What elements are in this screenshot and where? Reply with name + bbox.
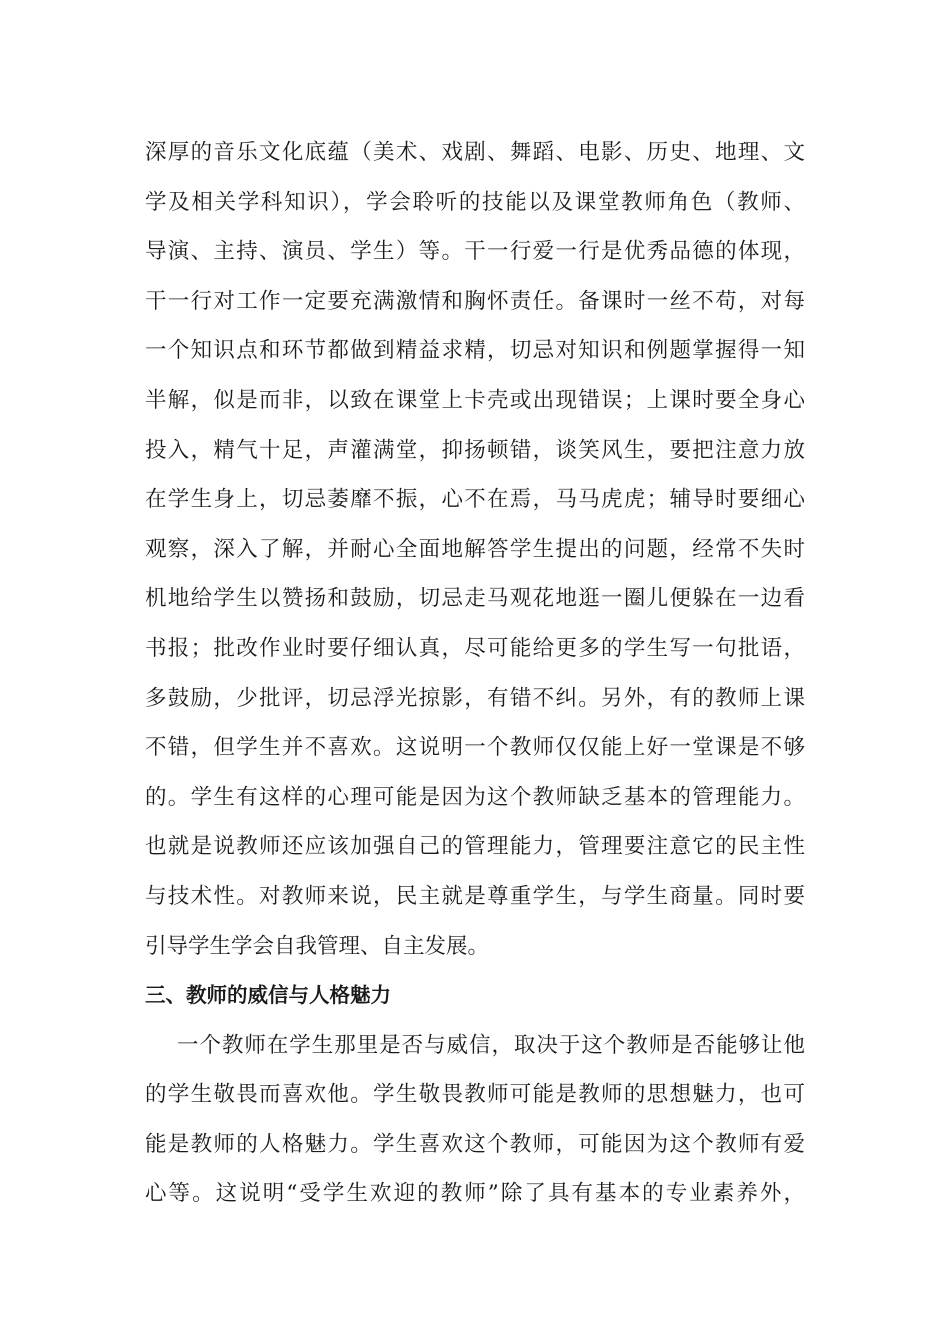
text-line: 半解，似是而非，以致在课堂上卡壳或出现错误；上课时要全身心 bbox=[145, 387, 805, 413]
text-line: 干一行对工作一定要充满激情和胸怀责任。备课时一丝不苟，对每 bbox=[145, 288, 805, 314]
text-line: 书报；批改作业时要仔细认真，尽可能给更多的学生写一句批语， bbox=[145, 635, 805, 661]
text-line: 不错，但学生并不喜欢。这说明一个教师仅仅能上好一堂课是不够 bbox=[145, 735, 805, 761]
paragraph-teacher-prestige bbox=[145, 1021, 805, 1219]
text-line: 深厚的音乐文化底蕴（美术、戏剧、舞蹈、电影、历史、地理、文 bbox=[145, 140, 805, 165]
section-heading: 三、教师的威信与人格魅力 bbox=[145, 983, 391, 1008]
text-line: 学及相关学科知识），学会聆听的技能以及课堂教师角色（教师、 bbox=[145, 189, 805, 215]
text-line: 一个教师在学生那里是否与威信，取决于这个教师是否能够让他 bbox=[177, 1032, 805, 1058]
text-line: 多鼓励，少批评，切忌浮光掠影，有错不纠。另外，有的教师上课 bbox=[145, 685, 805, 711]
text-line: 机地给学生以赞扬和鼓励，切忌走马观花地逛一圈儿便躲在一边看 bbox=[145, 586, 805, 612]
text-line: 观察，深入了解，并耐心全面地解答学生提出的问题，经常不失时 bbox=[145, 536, 805, 562]
text-line: 心等。这说明“受学生欢迎的教师”除了具有基本的专业素养外， bbox=[145, 1181, 805, 1207]
text-line: 一个知识点和环节都做到精益求精，切忌对知识和例题掌握得一知 bbox=[145, 338, 805, 364]
document-page bbox=[145, 128, 805, 1219]
text-line: 与技术性。对教师来说，民主就是尊重学生，与学生商量。同时要 bbox=[145, 883, 805, 909]
text-line: 的。学生有这样的心理可能是因为这个教师缺乏基本的管理能力。 bbox=[145, 784, 805, 810]
text-line: 在学生身上，切忌萎靡不振，心不在焉，马马虎虎；辅导时要细心 bbox=[145, 487, 805, 513]
text-line: 导演、主持、演员、学生）等。干一行爱一行是优秀品德的体现， bbox=[145, 239, 805, 265]
text-line: 能是教师的人格魅力。学生喜欢这个教师，可能因为这个教师有爱 bbox=[145, 1131, 805, 1157]
text-line: 引导学生学会自我管理、自主发展。 bbox=[145, 933, 490, 959]
text-line: 的学生敬畏而喜欢他。学生敬畏教师可能是教师的思想魅力，也可 bbox=[145, 1082, 805, 1108]
paragraph-teacher-role bbox=[145, 128, 805, 971]
text-line: 投入，精气十足，声灌满堂，抑扬顿错，谈笑风生，要把注意力放 bbox=[145, 437, 805, 463]
text-line: 也就是说教师还应该加强自己的管理能力，管理要注意它的民主性 bbox=[145, 834, 805, 860]
